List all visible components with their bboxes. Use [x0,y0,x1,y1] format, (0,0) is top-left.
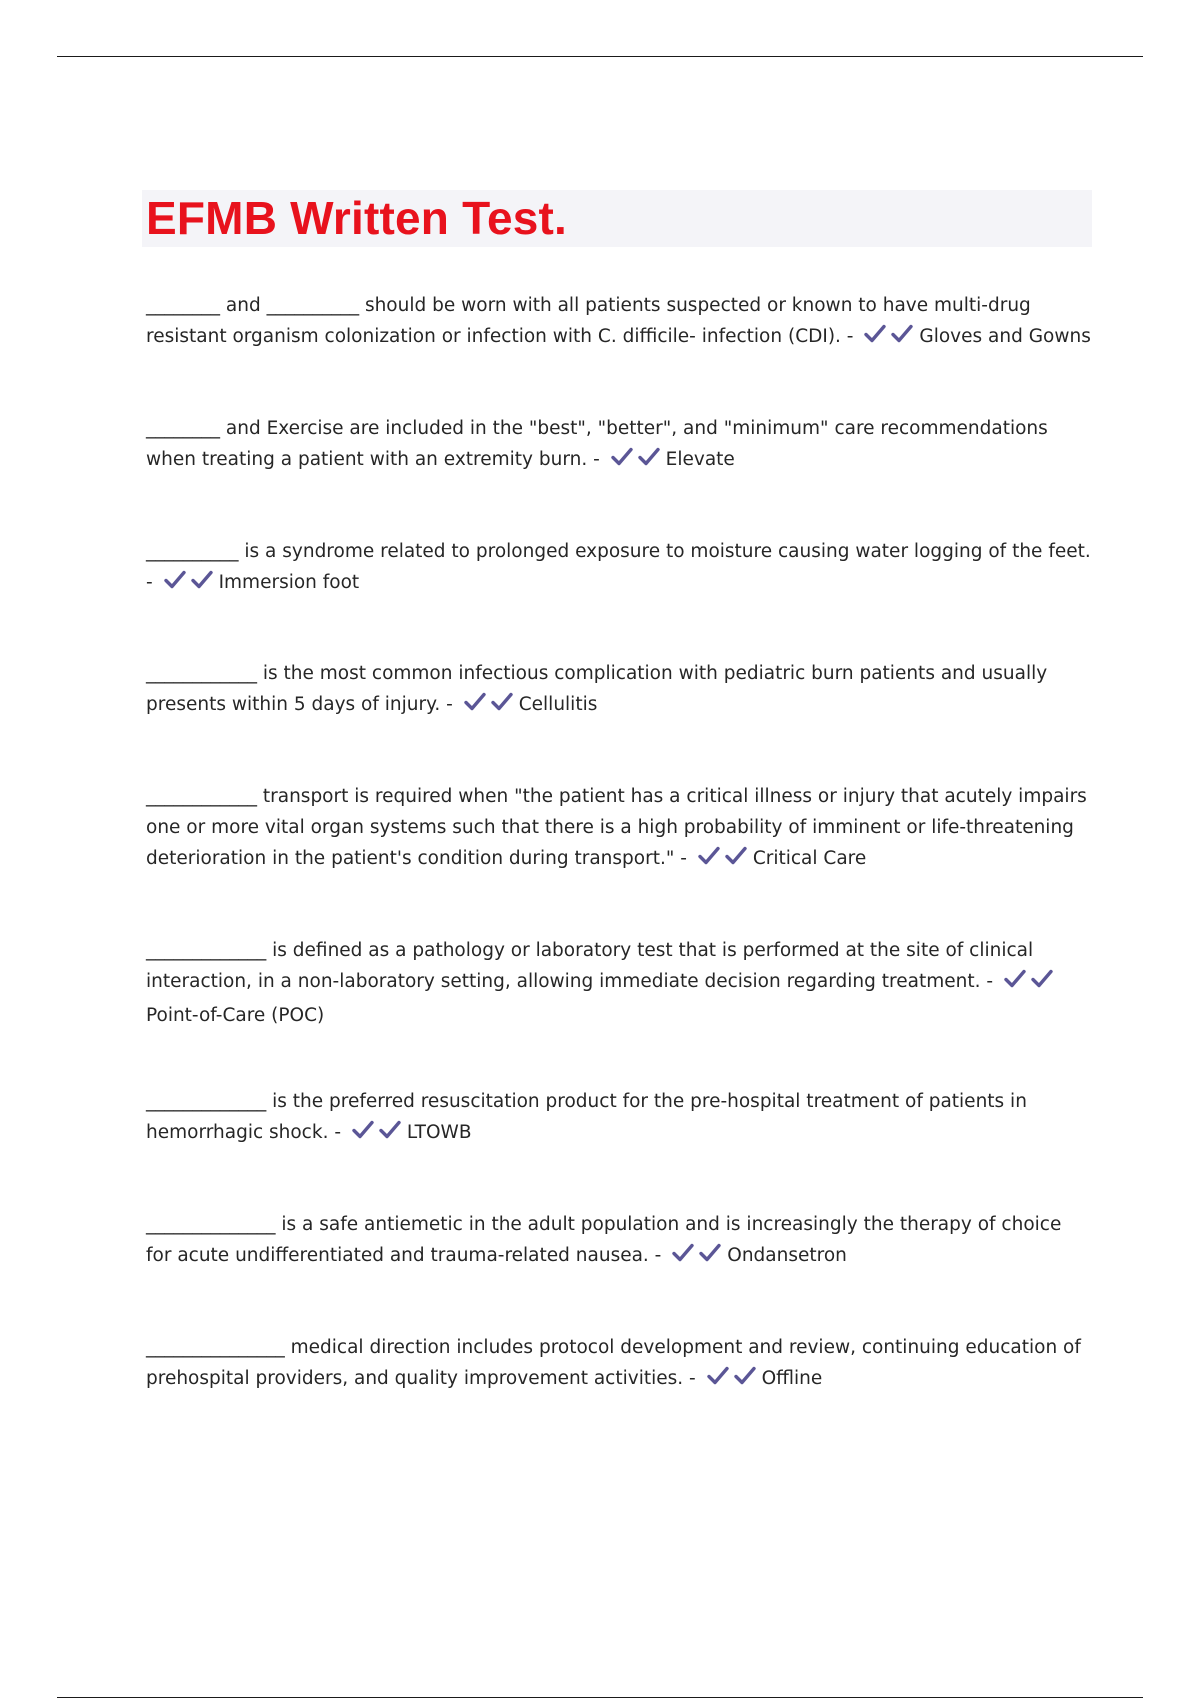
answer-text: LTOWB [406,1122,472,1143]
checkmark-icon [863,323,887,345]
question-5 [146,781,1092,877]
answer-text: Offline [761,1368,823,1389]
question-text: ________ and __________ should be worn with all patients suspected or known to have multi-drug resistant organism colonization or infection with C. difficile- infection (CDI). - [146,295,1031,347]
question-7 [146,1086,1092,1151]
checkmark-icon [163,569,187,591]
answer-text: Immersion foot [218,572,360,593]
double-checkmark-icon [351,1119,405,1151]
checkmark-icon [698,1242,722,1264]
checkmark-icon [706,1365,730,1387]
question-9 [146,1332,1092,1397]
double-checkmark-icon [863,323,917,355]
checkmark-icon [1030,968,1054,990]
double-checkmark-icon [463,691,517,723]
footer-rule [57,1697,1143,1698]
checkmark-icon [637,446,661,468]
double-checkmark-icon [1003,968,1057,1000]
answer-text: Cellulitis [518,694,598,715]
checkmark-icon [1003,968,1027,990]
double-checkmark-icon [163,569,217,601]
question-text: _____________ is defined as a pathology or laboratory test that is performed at the site of clinical interaction, in a non-laboratory setting, allowing immediate decision regarding treatment. - [146,940,1034,992]
checkmark-icon [671,1242,695,1264]
question-text: _____________ is the preferred resuscitation product for the pre-hospital treatment of patients in hemorrhagic shock. - [146,1091,1027,1143]
double-checkmark-icon [610,446,664,478]
question-text: ____________ is the most common infectious complication with pediatric burn patients and usually presents within 5 days of injury. - [146,663,1048,715]
question-1 [146,290,1092,355]
question-text: _______________ medical direction includes protocol development and review, continuing education of prehospital providers, and quality improvement activities. - [146,1337,1081,1389]
checkmark-icon [378,1119,402,1141]
question-text: ______________ is a safe antiemetic in the adult population and is increasingly the therapy of choice for acute undifferentiated and trauma-related nausea. - [146,1214,1062,1266]
checkmark-icon [610,446,634,468]
checkmark-icon [463,691,487,713]
question-4 [146,658,1092,723]
double-checkmark-icon [697,845,751,877]
answer-text: Elevate [665,449,735,470]
checkmark-icon [190,569,214,591]
question-text: ________ and Exercise are included in the "best", "better", and "minimum" care recommendations when treating a patient with an extremity burn. - [146,418,1048,470]
question-text: ____________ transport is required when "the patient has a critical illness or injury that acutely impairs one or more vital organ systems such that there is a high probability of imminent or life-threatening deterioration in the patient's condition during transport." - [146,786,1087,869]
checkmark-icon [351,1119,375,1141]
answer-text: Gloves and Gowns [919,326,1091,347]
answer-text: Critical Care [752,848,867,869]
question-3 [146,536,1092,601]
question-8 [146,1209,1092,1274]
checkmark-icon [724,845,748,867]
checkmark-icon [890,323,914,345]
checkmark-icon [490,691,514,713]
question-2 [146,413,1092,478]
double-checkmark-icon [706,1365,760,1397]
double-checkmark-icon [671,1242,725,1274]
question-6 [146,935,1092,1031]
document-title: EFMB Written Test. [146,192,568,244]
answer-text: Ondansetron [727,1245,847,1266]
checkmark-icon [697,845,721,867]
header-rule [57,56,1143,57]
checkmark-icon [733,1365,757,1387]
question-text: __________ is a syndrome related to prolonged exposure to moisture causing water logging of the feet. - [146,541,1091,593]
answer-text: Point-of-Care (POC) [146,1005,325,1026]
